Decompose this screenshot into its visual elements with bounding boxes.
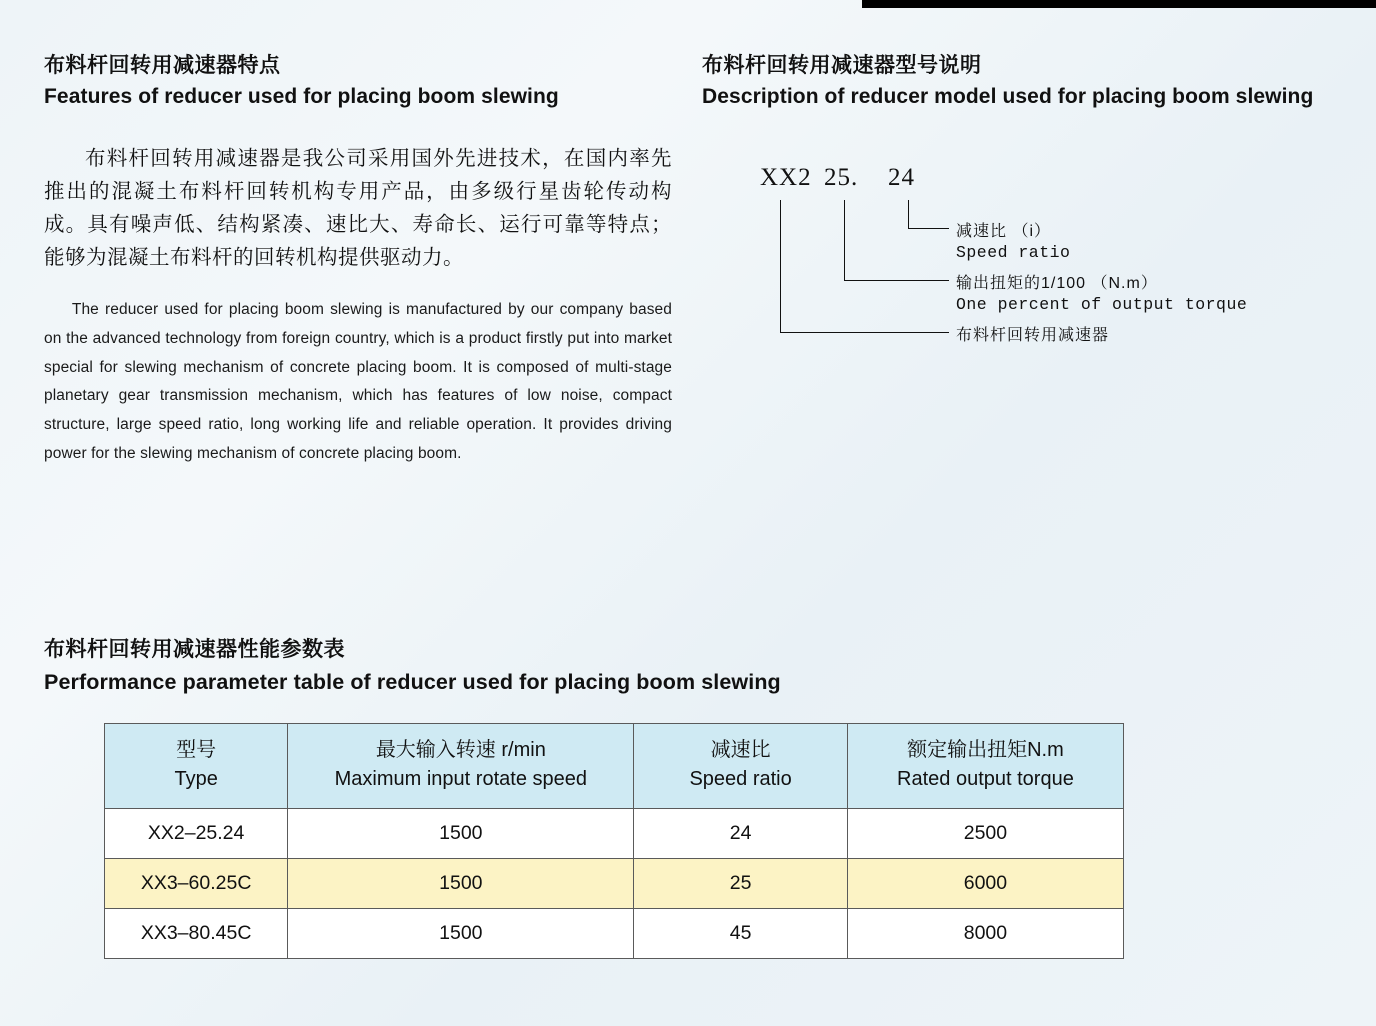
table-header-type-zh: 型号 [176,739,217,762]
callout-ratio-en: Speed ratio [956,242,1071,262]
model-heading-en: Description of reducer model used for placing boom slewing [702,85,1314,109]
table-header [105,724,1124,809]
cell-type: XX3–80.45C [105,909,288,959]
table-row [105,859,1124,909]
table-header-torque-en: Rated output torque [897,768,1074,791]
callout-torque-zh: 输出扭矩的1/100 （N.m） [956,274,1158,292]
model-code-part-3: 24 [888,163,915,191]
table-header-speed-zh: 最大输入转速 r/min [375,739,546,762]
cell-type: XX2–25.24 [105,809,288,859]
table-header-type [105,724,288,809]
table-header-ratio-zh: 减速比 [710,739,771,762]
callout-ratio-zh: 减速比 （i） [956,222,1052,240]
model-heading-zh: 布料杆回转用减速器型号说明 [702,54,982,77]
cell-torque: 6000 [847,859,1123,909]
model-code-part-1: XX2 [760,163,812,191]
features-heading-en: Features of reducer used for placing boom slewing [44,85,559,109]
table-header-ratio-en: Speed ratio [689,768,792,791]
performance-heading-en: Performance parameter table of reducer used for placing boom slewing [44,670,781,695]
cell-ratio: 25 [634,859,847,909]
performance-section [44,636,1334,959]
cell-torque: 2500 [847,809,1123,859]
table-header-speed-en: Maximum input rotate speed [334,768,587,791]
features-heading-zh: 布料杆回转用减速器特点 [44,54,281,77]
model-description-section [702,52,1352,384]
cell-ratio: 45 [634,909,847,959]
table-header-torque [847,724,1123,809]
callout-torque-en: One percent of output torque [956,294,1248,314]
top-black-bar [862,0,1376,8]
model-code-part-2: 25. [824,163,859,191]
model-code-diagram [702,164,1352,384]
table-row [105,909,1124,959]
cell-type: XX3–60.25C [105,859,288,909]
performance-table [104,723,1124,959]
cell-speed: 1500 [288,859,634,909]
cell-speed: 1500 [288,809,634,859]
table-header-torque-zh: 额定输出扭矩N.m [907,739,1064,762]
performance-heading-zh: 布料杆回转用减速器性能参数表 [44,638,345,661]
callout-product-zh: 布料杆回转用减速器 [956,326,1110,344]
table-header-ratio [634,724,847,809]
table-header-type-en: Type [174,768,218,791]
cell-torque: 8000 [847,909,1123,959]
cell-ratio: 24 [634,809,847,859]
table-header-speed [288,724,634,809]
table-body [105,809,1124,959]
table-row [105,809,1124,859]
features-paragraph-zh: 布料杆回转用减速器是我公司采用国外先进技术，在国内率先推出的混凝土布料杆回转机构专用产品，由多级行星齿轮传动构成。具有噪声低、结构紧凑、速比大、寿命长、运行可靠等特点；能够为混凝土布料杆的回转机构提供驱动力。 [44,146,672,270]
table-header-row [105,724,1124,809]
features-section [44,52,672,468]
features-paragraph-en: The reducer used for placing boom slewing is manufactured by our company based on the advanced technology from foreign country, which is a product firstly put into market special for slewing mechanism of concrete placing boom. It is composed of multi-stage planetary gear transmission mechanism, which has features of low noise, compact structure, large speed ratio, long working life and reliable operation. It provides driving power for the slewing mechanism of concrete placing boom. [44,301,672,462]
leader-line-product [780,200,949,333]
cell-speed: 1500 [288,909,634,959]
